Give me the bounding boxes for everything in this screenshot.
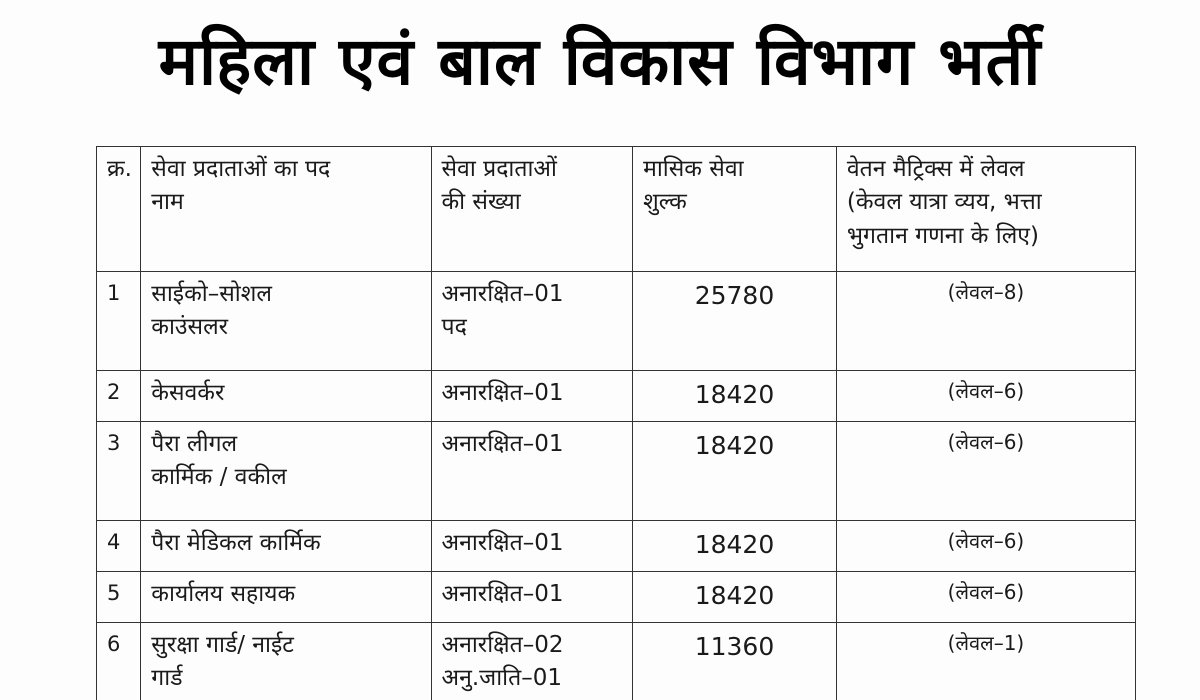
table-header-row: [97, 147, 1136, 272]
fee-cell: 11360: [633, 623, 837, 700]
count-line: अनु.जाति–01: [441, 665, 563, 692]
header-line: सेवा प्रदाताओं: [441, 156, 557, 182]
post-cell: [141, 623, 431, 700]
post-line: पैरा मेडिकल कार्मिक: [151, 530, 321, 556]
serial-cell: 6: [97, 623, 141, 700]
table-row: [97, 521, 1136, 572]
header-monthly-fee: [633, 147, 837, 272]
serial-cell: 4: [97, 521, 141, 572]
table-row: [97, 272, 1136, 371]
header-line: की संख्या: [441, 189, 521, 216]
header-line: (केवल यात्रा व्यय, भत्ता: [846, 189, 1042, 216]
post-line: गार्ड: [151, 665, 183, 692]
header-line: क्र.: [107, 156, 132, 182]
serial-cell: 3: [97, 422, 141, 521]
post-line: साईको–सोशल: [151, 281, 272, 307]
table-row: [97, 623, 1136, 700]
post-cell: [141, 272, 431, 371]
level-cell: (लेवल–6): [836, 422, 1135, 521]
post-line: कार्मिक / वकील: [151, 464, 287, 491]
serial-cell: 1: [97, 272, 141, 371]
count-line: अनारक्षित–01: [441, 530, 564, 556]
count-cell: [431, 371, 633, 422]
table-row: [97, 422, 1136, 521]
count-cell: [431, 572, 633, 623]
count-line: अनारक्षित–01: [441, 281, 564, 307]
level-cell: (लेवल–8): [836, 272, 1135, 371]
post-line: सुरक्षा गार्ड/ नाईट: [151, 632, 294, 658]
level-cell: (लेवल–6): [836, 371, 1135, 422]
table-row: [97, 572, 1136, 623]
serial-cell: 5: [97, 572, 141, 623]
level-cell: (लेवल–6): [836, 521, 1135, 572]
post-cell: [141, 521, 431, 572]
count-cell: [431, 422, 633, 521]
count-cell: [431, 623, 633, 700]
serial-cell: 2: [97, 371, 141, 422]
page-title: महिला एवं बाल विकास विभाग भर्ती: [158, 23, 1042, 100]
header-line: सेवा प्रदाताओं का पद: [151, 156, 331, 182]
header-post-name: [141, 147, 431, 272]
count-line: पद: [441, 314, 467, 341]
fee-cell: 18420: [633, 422, 837, 521]
header-line: भुगतान गणना के लिए): [846, 222, 1039, 249]
header-serial: [97, 147, 141, 272]
fee-cell: 18420: [633, 521, 837, 572]
post-line: केसवर्कर: [151, 380, 225, 406]
header-line: वेतन मैट्रिक्स में लेवल: [846, 156, 1025, 182]
fee-cell: 25780: [633, 272, 837, 371]
count-line: अनारक्षित–01: [441, 581, 564, 607]
post-cell: [141, 371, 431, 422]
post-line: कार्यालय सहायक: [151, 581, 296, 607]
header-line: मासिक सेवा: [643, 156, 744, 182]
fee-cell: 18420: [633, 572, 837, 623]
count-line: अनारक्षित–02: [441, 632, 564, 658]
header-line: नाम: [151, 189, 184, 216]
recruitment-table: [96, 146, 1136, 700]
post-cell: [141, 422, 431, 521]
post-line: पैरा लीगल: [151, 431, 238, 457]
count-line: अनारक्षित–01: [441, 380, 564, 406]
table-row: [97, 371, 1136, 422]
count-cell: [431, 521, 633, 572]
header-line: शुल्क: [643, 189, 687, 216]
header-post-count: [431, 147, 633, 272]
level-cell: (लेवल–6): [836, 572, 1135, 623]
count-line: अनारक्षित–01: [441, 431, 564, 457]
level-cell: (लेवल–1): [836, 623, 1135, 700]
post-cell: [141, 572, 431, 623]
post-line: काउंसलर: [151, 314, 229, 341]
header-pay-level: [836, 147, 1135, 272]
fee-cell: 18420: [633, 371, 837, 422]
count-cell: [431, 272, 633, 371]
